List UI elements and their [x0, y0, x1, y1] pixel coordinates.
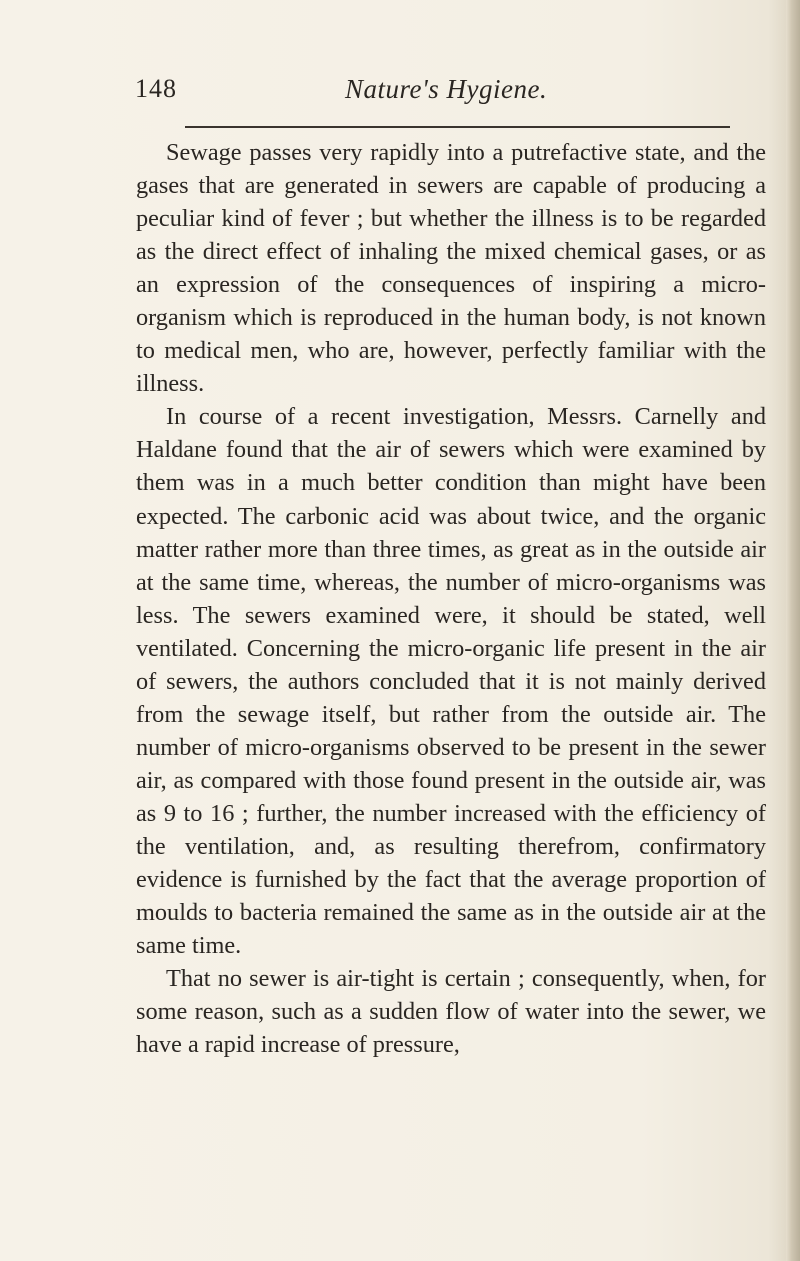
page-number: 148: [135, 74, 177, 103]
running-title: Nature's Hygiene.: [345, 74, 548, 104]
paragraph-carnelly-haldane-investigation: In course of a recent investigation, Messrs. Carnelly and Haldane found that the air of sewers which were examined by them was in a much better condition than might have been expected. The carbonic acid was about twice, and the organic matter rather more than three times, as great as in the outside air at the same time, whereas, the number of micro-organisms was less. The sewers examined were, it should be stated, well ventilated. Concerning the micro-organic life present in the air of sewers, the authors concluded that it is not mainly derived from the sewage itself, but rather from the outside air. The number of micro-organisms observed to be present in the sewer air, as compared with those found present in the outside air, was as 9 to 16 ; further, the number increased with the efficiency of the ventilation, and, as resulting therefrom, confirmatory evidence is furnished by the fact that the average proportion of moulds to bacteria remained the same as in the outside air at the same time.: [136, 403, 766, 960]
page-header: [135, 74, 775, 114]
page-edge-shadow: [786, 0, 800, 1261]
paragraph-sewer-pressure: That no sewer is air-tight is certain ; consequently, when, for some reason, such as a sudden flow of water into the sewer, we have a rapid increase of pressure,: [136, 965, 766, 1059]
body-text: [136, 136, 766, 1061]
header-rule: [185, 126, 730, 128]
paragraph-sewage-putrefaction: Sewage passes very rapidly into a putrefactive state, and the gases that are generated in sewers are capable of producing a peculiar kind of fever ; but whether the illness is to be regarded as the direct effect of inhaling the mixed chemical gases, or as an expression of the consequences of inspiring a micro-organism which is reproduced in the human body, is not known to medical men, who are, however, perfectly familiar with the illness.: [136, 139, 766, 398]
